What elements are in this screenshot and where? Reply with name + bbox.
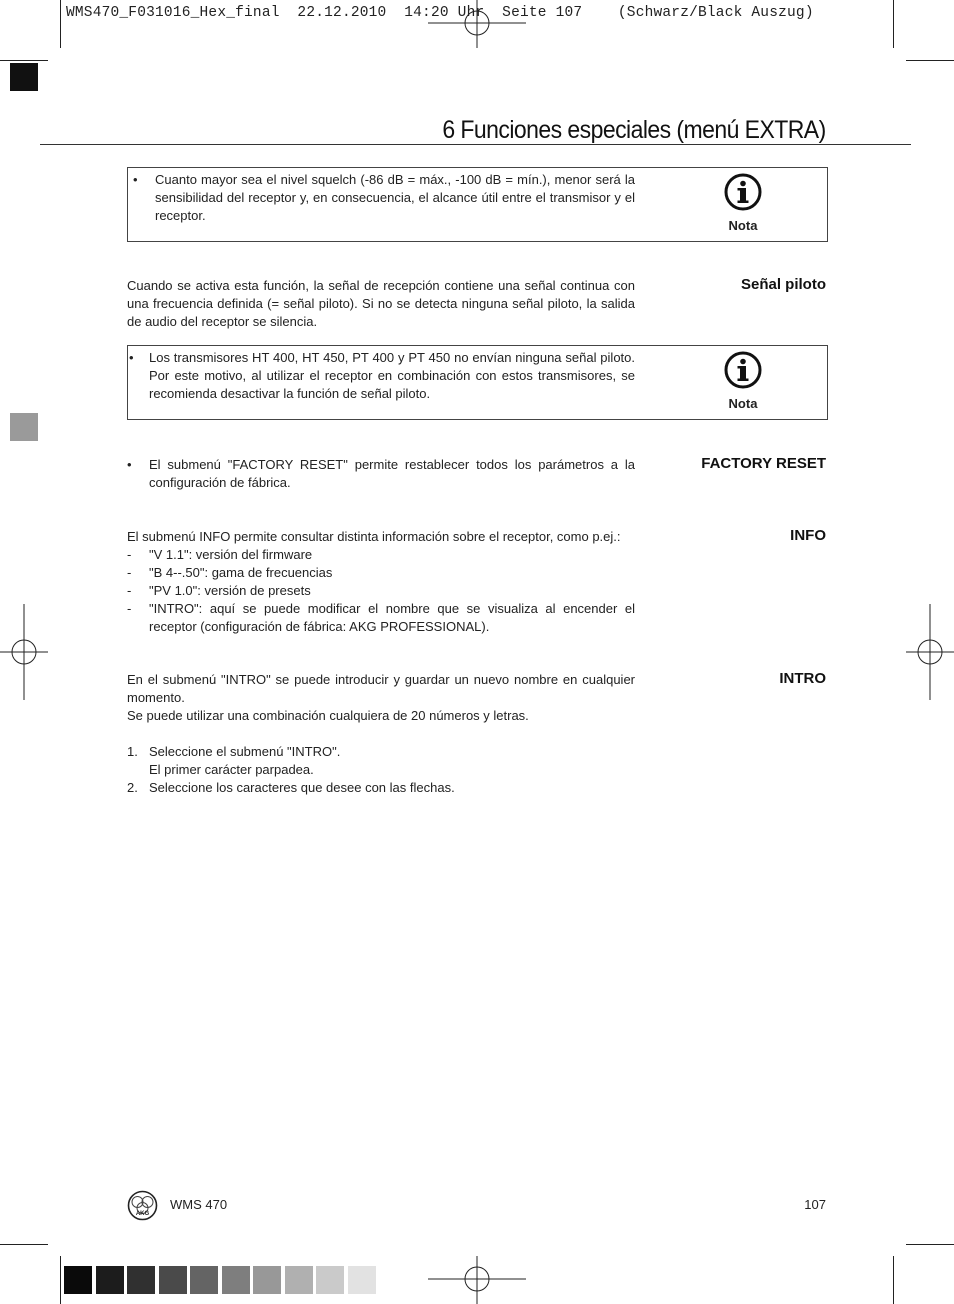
color-swatch bbox=[222, 1266, 250, 1294]
color-swatch bbox=[285, 1266, 313, 1294]
crop-mark bbox=[60, 0, 61, 48]
color-swatch bbox=[96, 1266, 124, 1294]
intro-block bbox=[127, 671, 635, 797]
color-swatch bbox=[64, 1266, 92, 1294]
note-box bbox=[127, 167, 828, 242]
page-title: 6 Funciones especiales (menú EXTRA) bbox=[442, 116, 826, 144]
registration-mark-icon bbox=[428, 0, 526, 48]
print-slug: WMS470_F031016_Hex_final 22.12.2010 14:20 Uhr Seite 107 (Schwarz/Black Auszug) bbox=[66, 5, 814, 21]
list-item bbox=[127, 546, 635, 564]
factory-reset-item bbox=[127, 456, 635, 492]
intro-paragraph: En el submenú "INTRO" se puede introducir y guardar un nuevo nombre en cualquier momento. bbox=[127, 672, 635, 705]
crop-mark bbox=[60, 1256, 61, 1304]
list-dash: - bbox=[127, 547, 132, 562]
step-item bbox=[127, 779, 635, 797]
registration-mark-icon bbox=[428, 1256, 526, 1304]
pilot-paragraph: Cuando se activa esta función, la señal de recepción contiene una señal continua con una frecuencia definida (= señal piloto). Si no se detecta ninguna señal piloto, la salida de audio del receptor se silencia. bbox=[127, 278, 635, 329]
page-number: 107 bbox=[804, 1197, 826, 1212]
intro-paragraph: Se puede utilizar una combinación cualquiera de 20 números y letras. bbox=[127, 708, 529, 723]
registration-square-gray bbox=[10, 413, 38, 441]
list-dash: - bbox=[127, 583, 132, 598]
color-swatch bbox=[348, 1266, 376, 1294]
step-text: Seleccione los caracteres que desee con las flechas. bbox=[149, 780, 455, 795]
color-swatch bbox=[159, 1266, 187, 1294]
list-dash: - bbox=[127, 565, 132, 580]
note-text: Los transmisores HT 400, HT 450, PT 400 y PT 450 no envían ninguna señal piloto. Por este motivo, al utilizar el receptor en combinación con estos transmisores, se recomienda desactivar la función de señal piloto. bbox=[149, 350, 635, 401]
note-text: Cuanto mayor sea el nivel squelch (-86 dB = máx., -100 dB = mín.), menor será la sensibilidad del receptor y, en consecuencia, el alcance útil entre el transmisor y el receptor. bbox=[155, 172, 635, 223]
note-box bbox=[127, 345, 828, 420]
section-heading-pilot: Señal piloto bbox=[740, 276, 826, 293]
svg-text:AKG: AKG bbox=[135, 1211, 150, 1217]
crop-mark bbox=[906, 60, 954, 61]
crop-mark bbox=[0, 60, 48, 61]
info-intro: El submenú INFO permite consultar distinta información sobre el receptor, como p.ej.: bbox=[127, 529, 621, 544]
step-item bbox=[127, 743, 635, 779]
list-item bbox=[127, 564, 635, 582]
list-item-text: "B 4--.50": gama de frecuencias bbox=[149, 565, 333, 580]
crop-mark bbox=[0, 1244, 48, 1245]
list-item-text: El submenú "FACTORY RESET" permite restablecer todos los parámetros a la configuración de fábrica. bbox=[149, 457, 635, 490]
list-dash: - bbox=[127, 601, 132, 616]
section-heading-info: INFO bbox=[790, 527, 826, 544]
registration-mark-icon bbox=[906, 604, 954, 700]
step-number: 2. bbox=[127, 780, 138, 795]
list-item bbox=[127, 582, 635, 600]
list-item-text: "V 1.1": versión del firmware bbox=[149, 547, 313, 562]
step-text: El primer carácter parpadea. bbox=[149, 762, 314, 777]
step-number: 1. bbox=[127, 744, 138, 759]
note-label: Nota bbox=[728, 396, 758, 411]
list-bullet: • bbox=[127, 457, 132, 472]
info-block bbox=[127, 528, 635, 636]
title-rule bbox=[40, 144, 911, 145]
step-text: Seleccione el submenú "INTRO". bbox=[149, 744, 341, 759]
color-swatch bbox=[190, 1266, 218, 1294]
footer-model: WMS 470 bbox=[170, 1197, 228, 1212]
info-icon bbox=[723, 350, 763, 390]
info-icon bbox=[723, 172, 763, 212]
registration-square-black bbox=[10, 63, 38, 91]
crop-mark bbox=[906, 1244, 954, 1245]
color-swatch bbox=[316, 1266, 344, 1294]
color-swatch bbox=[253, 1266, 281, 1294]
list-item bbox=[127, 456, 635, 492]
section-heading-intro: INTRO bbox=[779, 670, 826, 687]
crop-mark bbox=[893, 0, 894, 48]
note-bullet: • bbox=[133, 172, 138, 187]
crop-mark bbox=[893, 1256, 894, 1304]
list-item-text: "INTRO": aquí se puede modificar el nombre que se visualiza al encender el receptor (configuración de fábrica: AKG PROFESSIONAL). bbox=[149, 601, 635, 634]
note-label: Nota bbox=[728, 218, 758, 233]
note-bullet: • bbox=[129, 350, 134, 365]
akg-logo-icon bbox=[127, 1190, 158, 1221]
color-swatch bbox=[127, 1266, 155, 1294]
section-heading-factory-reset: FACTORY RESET bbox=[701, 455, 826, 472]
list-item-text: "PV 1.0": versión de presets bbox=[149, 583, 311, 598]
registration-mark-icon bbox=[0, 604, 48, 700]
list-item bbox=[127, 600, 635, 636]
